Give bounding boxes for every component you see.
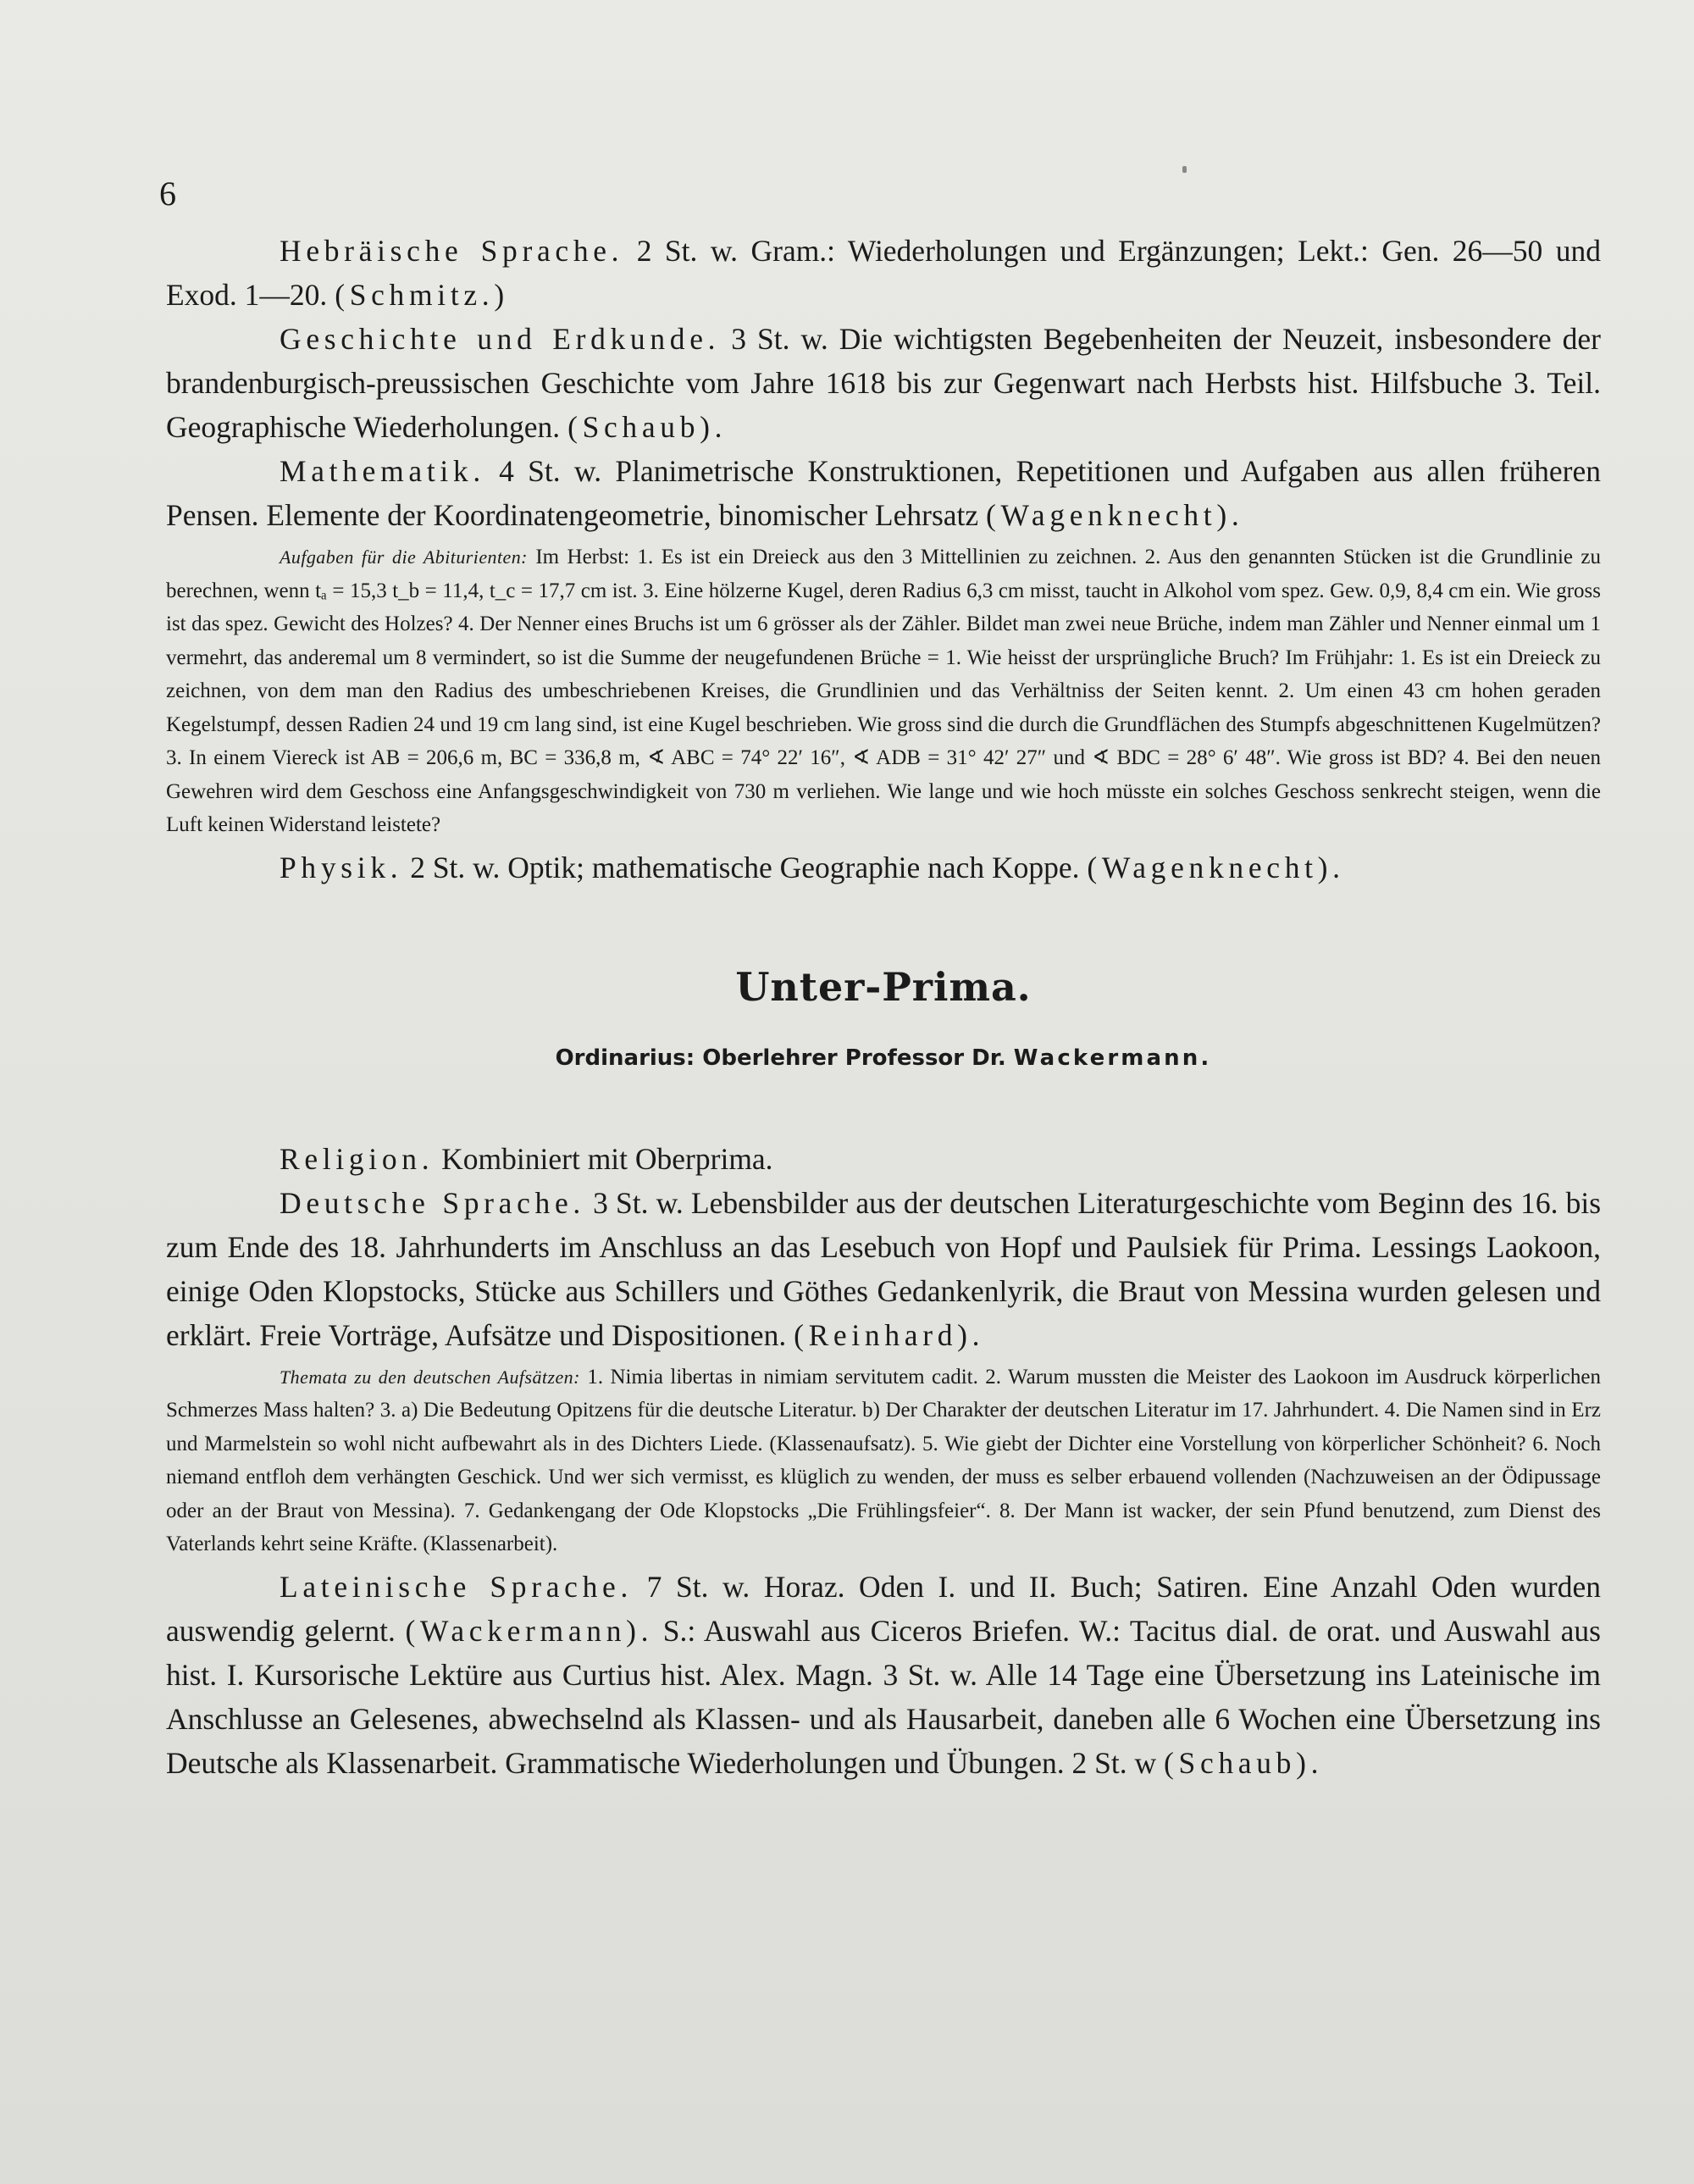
teacher-latin-b: (Schaub). <box>1164 1745 1324 1780</box>
teacher-history: (Schaub). <box>567 410 728 444</box>
subject-religion: Religion. <box>280 1141 435 1176</box>
page-number: 6 <box>159 175 176 213</box>
latin-text-a: 7 St. w. Horaz. Oden I. und II. Buch; Satiren. Eine Anzahl Oden wurden auswendig gelernt. <box>166 1569 1601 1648</box>
subject-math: Mathematik. <box>280 454 485 488</box>
teacher-german: (Reinhard). <box>794 1317 985 1352</box>
paragraph-hebrew <box>166 229 1601 317</box>
subject-history: Geschichte und Erdkunde. <box>280 322 721 356</box>
math-text: 4 St. w. Planimetrische Konstruktionen, Repetitionen und Aufgaben aus allen früheren Pensen. Elemente der Koordinatengeometrie, binomischer Lehrsatz <box>166 454 1601 532</box>
paragraph-religion <box>166 1137 1601 1181</box>
paragraph-physics <box>166 845 1601 890</box>
scan-speck <box>1182 166 1187 173</box>
math-tasks-label: Aufgaben für die Abiturienten: <box>280 546 528 568</box>
latin-text-b: S.: Auswahl aus Ciceros Briefen. W.: Tacitus dial. de orat. und Auswahl aus hist. I. Kursorische Lektüre aus Curtius hist. Alex. Magn. 3 St. w. Alle 14 Tage eine Übersetzung ins Lateinische im Anschlusse an Gelesenes, abwechselnd als Klassen- und als Hausarbeit, daneben alle 6 Wochen eine Übersetzung ins Deutsche als Klassenarbeit. Grammatische Wiederholungen und Übungen. 2 St. w <box>166 1613 1601 1780</box>
german-themes-text: 1. Nimia libertas in nimiam servitutem cadit. 2. Warum mussten die Meister des Laokoon im Ausdruck körperlichen Schmerzes Mass halten? 3. a) Die Bedeutung Opitzens für die deutsche Literatur. b) Der Charakter der deutschen Literatur im 17. Jahrhundert. 4. Die Namen sind in Erz und Marmelstein so wohl nicht aufbewahrt als in des Dichters Liede. (Klassenaufsatz). 5. Wie giebt der Dichter eine Vorstellung von körperlicher Schönheit? 6. Noch niemand entfloh dem verhängten Geschick. Und wer sich vermisst, es klüglich zu wenden, der muss es selber erbauend vollenden (Nachzuweisen an der Ödipussage oder an der Braut von Messina). 7. Gedankengang der Ode Klopstocks „Die Frühlingsfeier“. 8. Der Mann ist wacker, der sein Pfund benutzend, zum Dienst des Vaterlands kehrt seine Kräfte. (Klassenarbeit). <box>166 1365 1601 1555</box>
teacher-hebrew: (Schmitz.) <box>335 278 509 312</box>
section-heading: Unter-Prima. <box>735 963 1032 1010</box>
paragraph-german <box>166 1181 1601 1357</box>
german-themes <box>166 1361 1601 1561</box>
paragraph-history <box>166 317 1601 449</box>
teacher-latin-a: (Wackermann). <box>405 1613 654 1648</box>
ordinarius-label: Ordinarius: Oberlehrer Professor Dr. <box>555 1045 1014 1071</box>
math-tasks <box>166 540 1601 842</box>
paragraph-latin <box>166 1565 1601 1785</box>
history-text: 3 St. w. Die wichtigsten Begebenheiten der Neuzeit, insbesondere der brandenburgisch-preussischen Geschichte vom Jahre 1618 bis zur Gegenwart nach Herbsts hist. Hilfsbuche 3. Teil. Geographische Wiederholungen. <box>166 322 1601 444</box>
teacher-physics: (Wagenknecht). <box>1087 850 1345 884</box>
subject-latin: Lateinische Sprache. <box>280 1569 634 1604</box>
paragraph-math <box>166 449 1601 537</box>
math-tasks-text: Im Herbst: 1. Es ist ein Dreieck aus den 3 Mittellinien zu zeichnen. 2. Aus den genannten Stücken ist die Grundlinie zu berechnen, wenn tₐ = 15,3 t_b = 11,4, t_c = 17,7 cm ist. 3. Eine hölzerne Kugel, deren Radius 6,3 cm misst, taucht in Alkohol vom spez. Gew. 0,9, 8,4 cm ein. Wie gross ist das spez. Gewicht des Holzes? 4. Der Nenner eines Bruchs ist um 6 grösser als der Zähler. Bildet man zwei neue Brüche, indem man Zähler und Nenner einmal um 1 vermehrt, das anderemal um 8 vermindert, so ist die Summe der neugefundenen Brüche = 1. Wie heisst der ursprüngliche Bruch? Im Frühjahr: 1. Es ist ein Dreieck zu zeichnen, von dem man den Radius des umbeschriebenen Kreises, die Grundlinien und das Verhältniss der Seiten kennt. 2. Um einen 43 cm hohen geraden Kegelstumpf, dessen Radien 24 und 19 cm lang sind, ist eine Kugel beschrieben. Wie gross sind die durch die Grundflächen des Stumpfs abgeschnittenen Kugelmützen? 3. In einem Viereck ist AB = 206,6 m, BC = 336,8 m, ∢ ABC = 74° 22′ 16″, ∢ ADB = 31° 42′ 27″ und ∢ BDC = 28° 6′ 48″. Wie gross ist BD? 4. Bei den neuen Gewehren wird dem Geschoss eine Anfangsgeschwindigkeit von 730 m verliehen. Wie lange und wie hoch müsste ein solches Geschoss senkrecht steigen, wenn die Luft keinen Widerstand leistete? <box>166 546 1601 836</box>
physics-text: 2 St. w. Optik; mathematische Geographie nach Koppe. <box>402 850 1088 884</box>
subject-physics: Physik. <box>280 850 403 884</box>
teacher-math: (Wagenknecht). <box>986 498 1244 532</box>
text-column <box>166 229 1601 1785</box>
hebrew-text: 2 St. w. Gram.: Wiederholungen und Ergänzungen; Lekt.: Gen. 26—50 und Exod. 1—20. <box>166 234 1602 312</box>
german-text: 3 St. w. Lebensbilder aus der deutschen Literaturgeschichte vom Beginn des 16. bis zum Ende des 18. Jahrhunderts im Anschluss an das Lesebuch von Hopf und Paulsiek für Prima. Lessings Laokoon, einige Oden Klopstocks, Stücke aus Schillers und Göthes Gedankenlyrik, die Braut von Messina wurden gelesen und erklärt. Freie Vorträge, Aufsätze und Dispositionen. <box>166 1185 1602 1352</box>
religion-text: Kombiniert mit Oberprima. <box>434 1141 773 1176</box>
subject-hebrew: Hebräische Sprache. <box>280 234 624 268</box>
ordinarius-line <box>166 1045 1601 1071</box>
german-themes-label: Themata zu den deutschen Aufsätzen: <box>280 1366 580 1388</box>
ordinarius-name: Wackermann. <box>1013 1045 1212 1071</box>
subject-german: Deutsche Sprache. <box>280 1185 585 1220</box>
